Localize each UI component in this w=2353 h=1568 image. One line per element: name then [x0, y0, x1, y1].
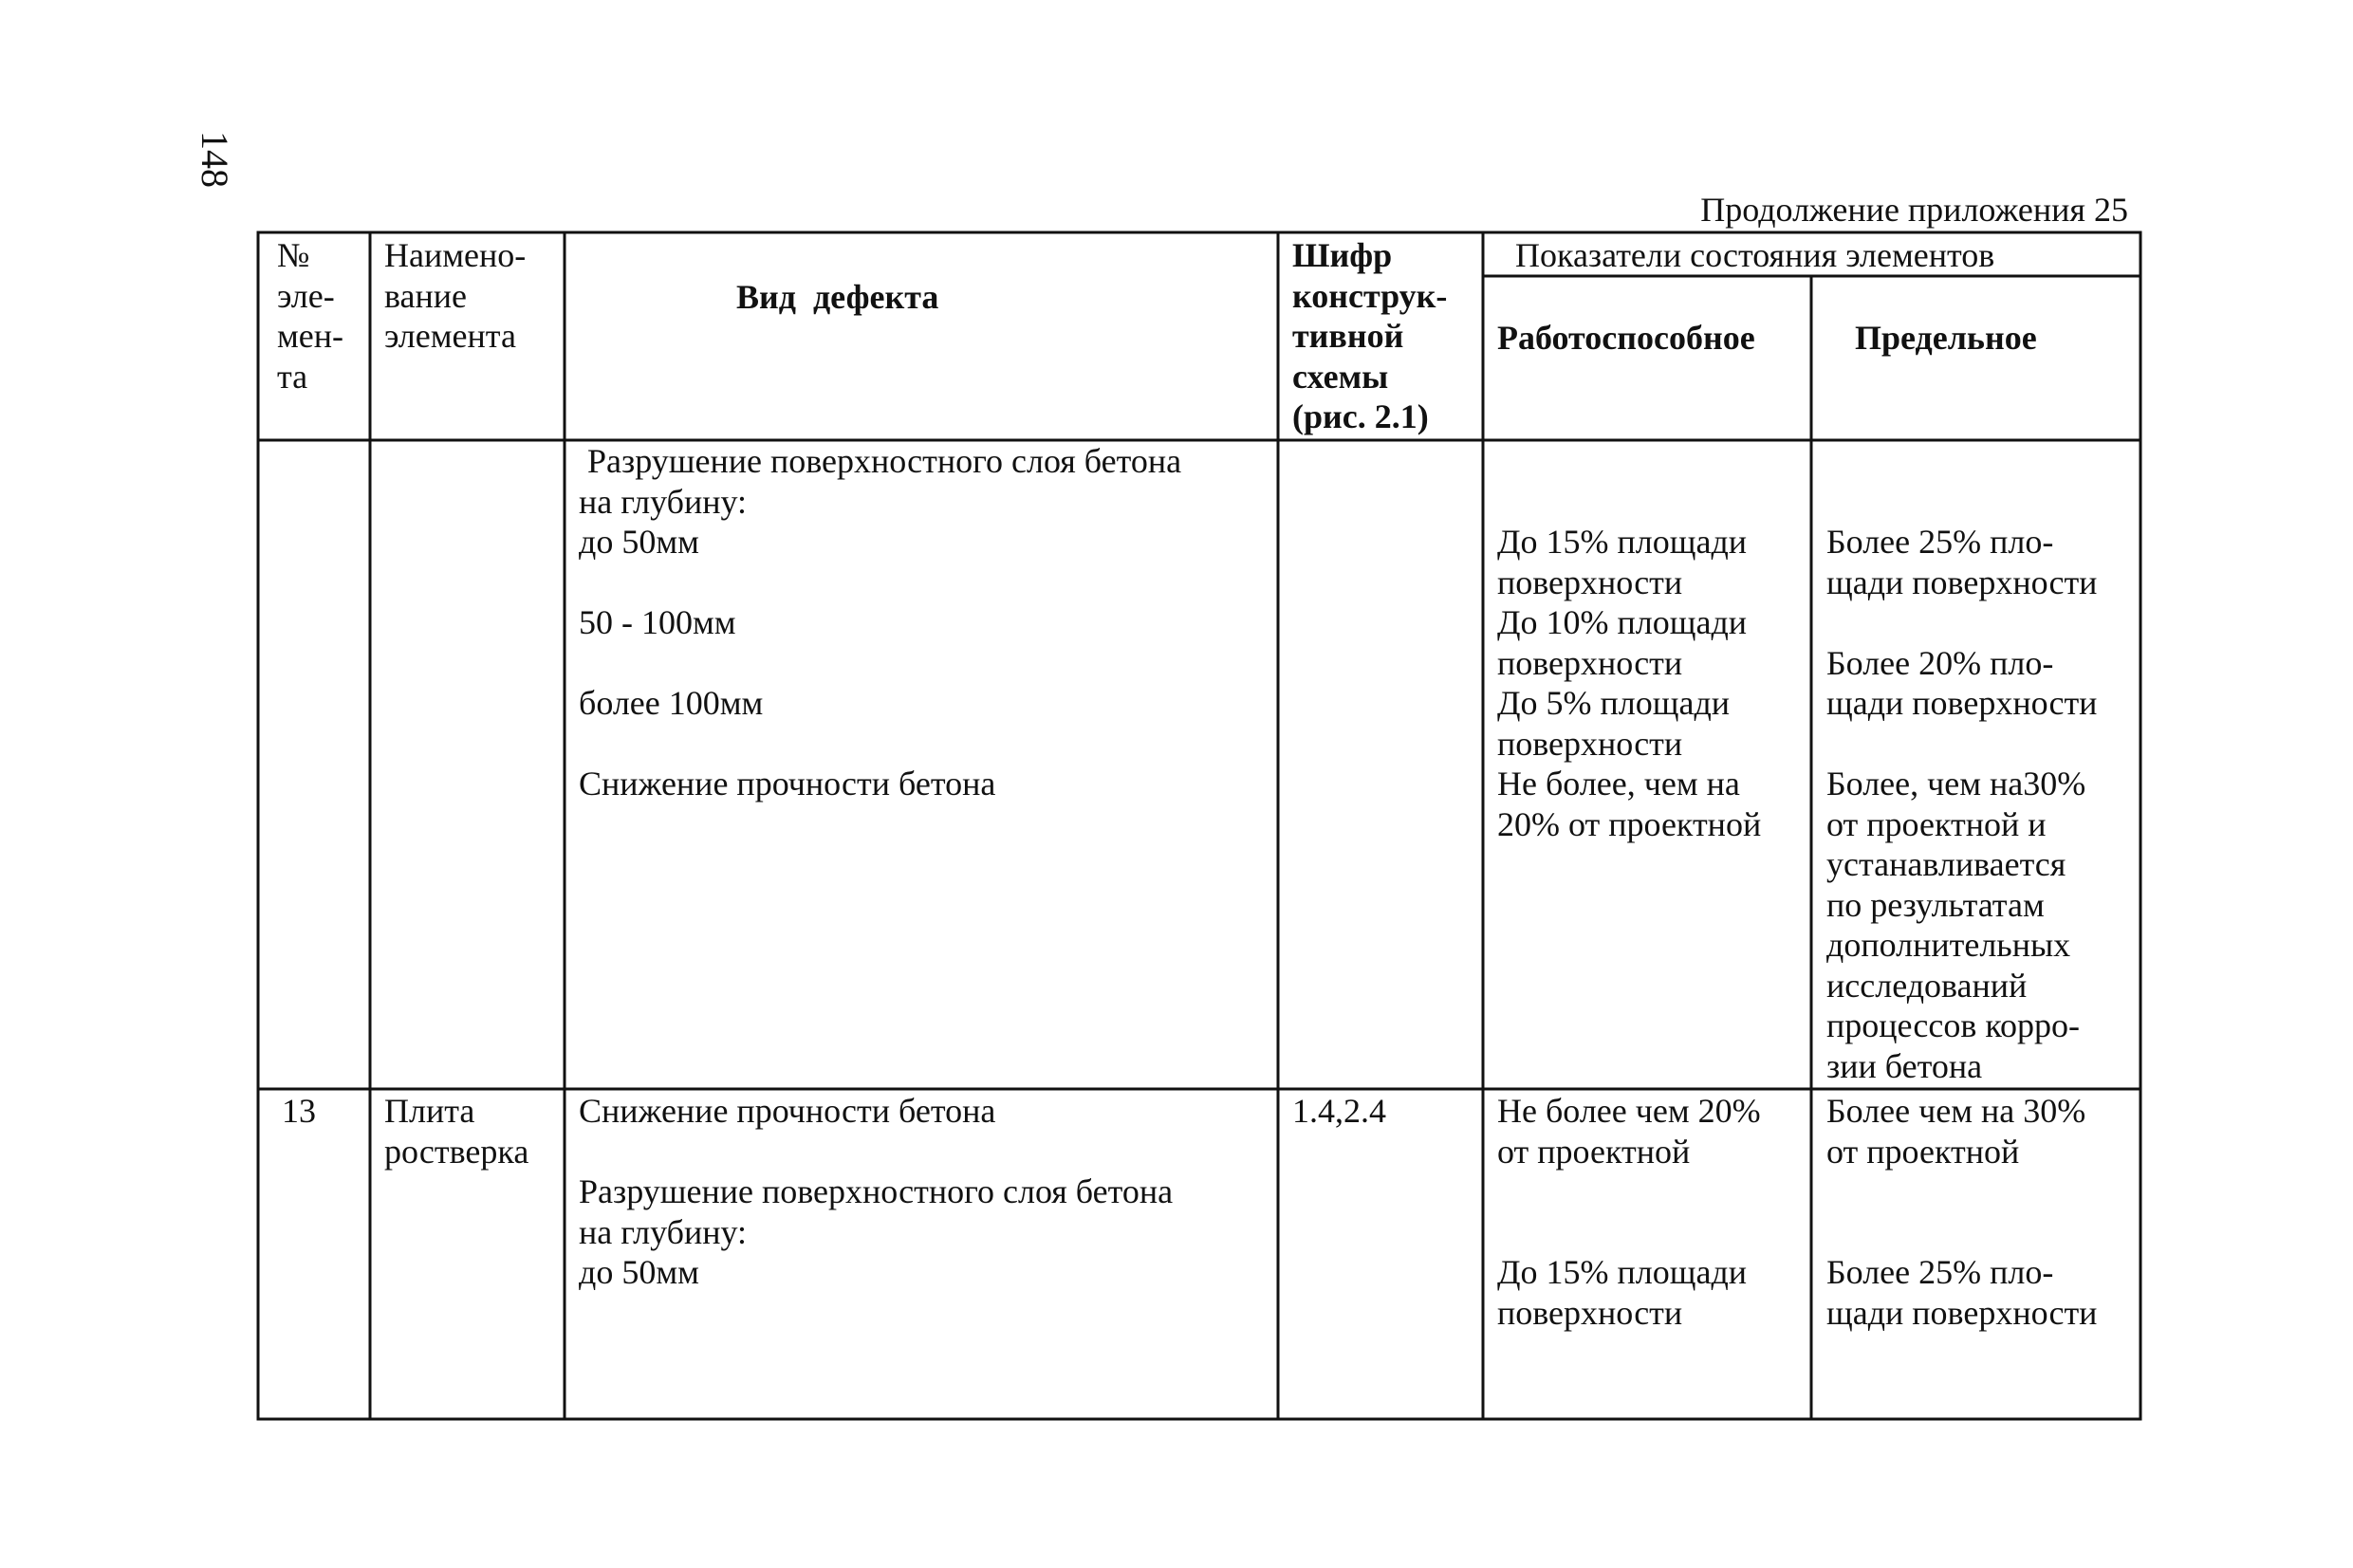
- header-defect-type: Вид дефекта: [736, 278, 939, 316]
- row1-limit-state: Более 25% пло- щади поверхности Более 20% пло- щади поверхности Более, чем на30% от проектной и устанавливается по результатам дополнительных исследований процессов корро- зии бетона: [1826, 523, 2098, 1085]
- row2-limit-state: Более чем на 30% от проектной Более 25% пло- щади поверхности: [1826, 1092, 2098, 1332]
- header-scheme-code: Шифр конструк- тивной схемы (рис. 2.1): [1292, 236, 1448, 435]
- header-number: № эле- мен- та: [277, 236, 344, 396]
- page-number: 148: [194, 131, 236, 188]
- row2-scheme-code: 1.4,2.4: [1292, 1092, 1386, 1130]
- row1-working-state: До 15% площади поверхности До 10% площади поверхности До 5% площади поверхности Не более, чем на 20% от проектной: [1497, 523, 1762, 843]
- row2-element-name: Плита ростверка: [384, 1092, 529, 1171]
- header-working-state: Работоспособное: [1497, 319, 1755, 357]
- header-element-name: Наимено- вание элемента: [384, 236, 527, 355]
- header-limit-state: Предельное: [1855, 319, 2037, 357]
- row2-number: 13: [282, 1092, 316, 1130]
- row2-working-state: Не более чем 20% от проектной До 15% площади поверхности: [1497, 1092, 1761, 1332]
- appendix-caption: Продолжение приложения 25: [1700, 191, 2128, 229]
- header-condition-group: Показатели состояния элементов: [1515, 236, 1995, 274]
- row2-defect: Снижение прочности бетона Разрушение поверхностного слоя бетона на глубину: до 50мм: [579, 1092, 1174, 1291]
- row1-defect: Разрушение поверхностного слоя бетона на глубину: до 50мм 50 - 100мм более 100мм Снижение прочности бетона: [579, 442, 1182, 802]
